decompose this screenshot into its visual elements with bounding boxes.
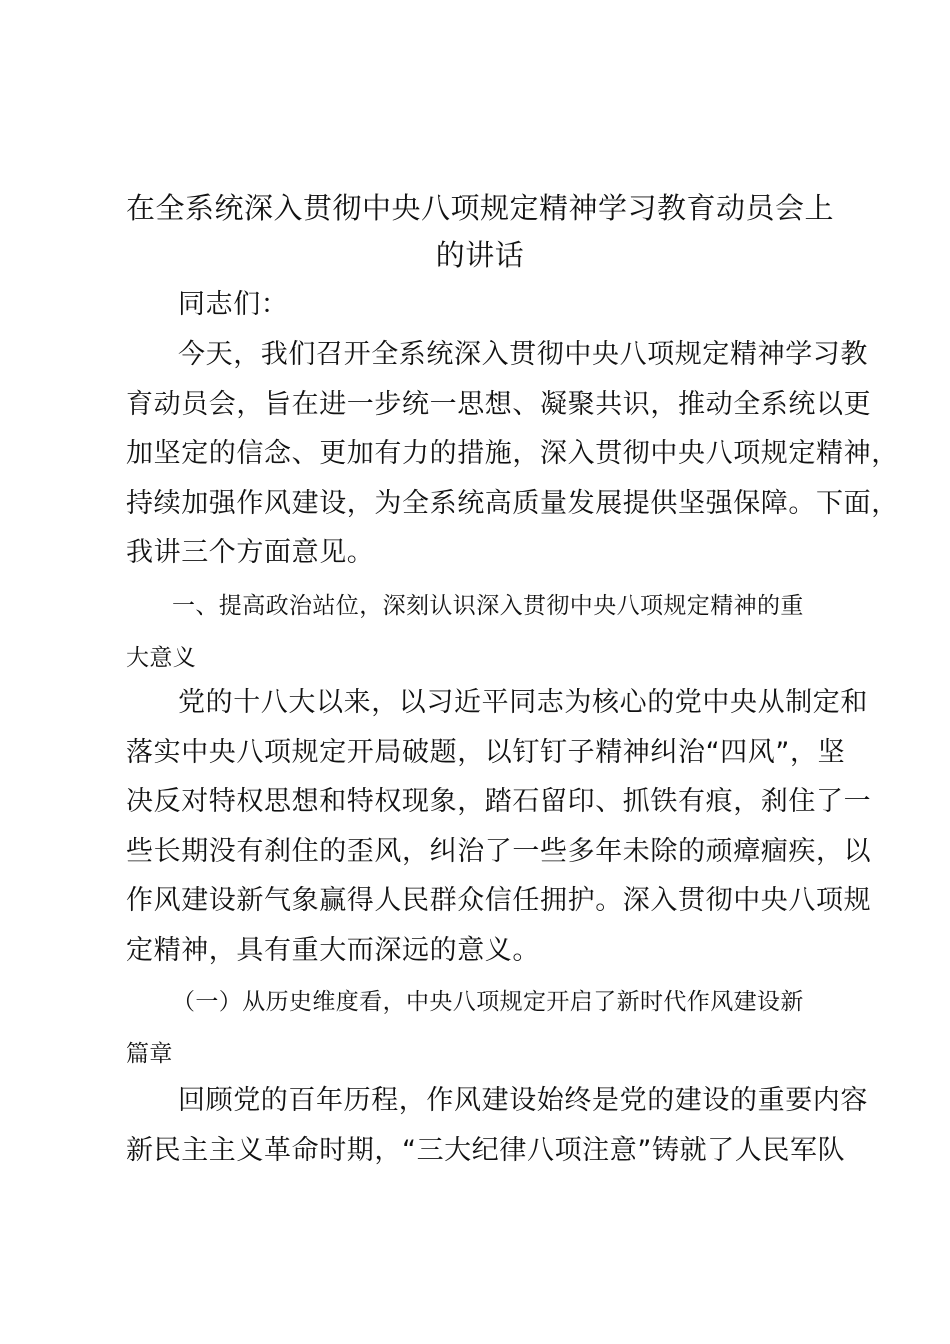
heading-line: 篇章 [126,1041,173,1067]
paragraph-line: 育动员会，旨在进一步统一思想、凝聚共识，推动全系统以更 [126,388,872,420]
paragraph-line: 定精神，具有重大而深远的意义。 [126,934,540,966]
heading-line: 大意义 [126,645,197,671]
paragraph-line: 决反对特权思想和特权现象，踏石留印、抓铁有痕，刹住了一 [126,786,872,817]
paragraph-line: 党的十八大以来，以习近平同志为核心的党中央从制定和 [178,687,868,718]
paragraph-line: 些长期没有刹住的歪风，纠治了一些多年未除的顽瘴痼疾，以 [126,835,872,867]
salutation [126,280,858,330]
paragraph-line: 我讲三个方面意见。 [126,537,375,568]
section-heading-1 [126,580,858,684]
paragraph-line: 落实中央八项规定开局破题，以钉钉子精神纠治“四风”，坚 [126,736,846,768]
paragraph-line: 今天，我们召开全系统深入贯彻中央八项规定精神学习教 [178,339,868,370]
paragraph-line: 加坚定的信念、更加有力的措施，深入贯彻中央八项规定精神， [126,438,899,469]
salutation-text: 同志们： [178,289,289,320]
section-heading-2 [126,976,858,1080]
paragraph-1 [126,330,899,578]
paragraph-3 [126,1076,868,1175]
document-title-line-2: 的讲话 [435,238,525,272]
paragraph-line: 新民主主义革命时期，“三大纪律八项注意”铸就了人民军队 [126,1134,846,1166]
paragraph-line: 回顾党的百年历程，作风建设始终是党的建设的重要内容 [178,1085,868,1116]
heading-line: 一、提高政治站位，深刻认识深入贯彻中央八项规定精神的重 [172,593,804,619]
document-title-line-1: 在全系统深入贯彻中央八项规定精神学习教育动员会上 [125,191,834,225]
paragraph-line: 作风建设新气象赢得人民群众信任拥护。深入贯彻中央八项规 [126,885,872,916]
paragraph-line: 持续加强作风建设，为全系统高质量发展提供坚强保障。下面， [126,487,899,519]
paragraph-2 [126,678,872,975]
heading-line: （一）从历史维度看，中央八项规定开启了新时代作风建设新 [172,989,804,1015]
